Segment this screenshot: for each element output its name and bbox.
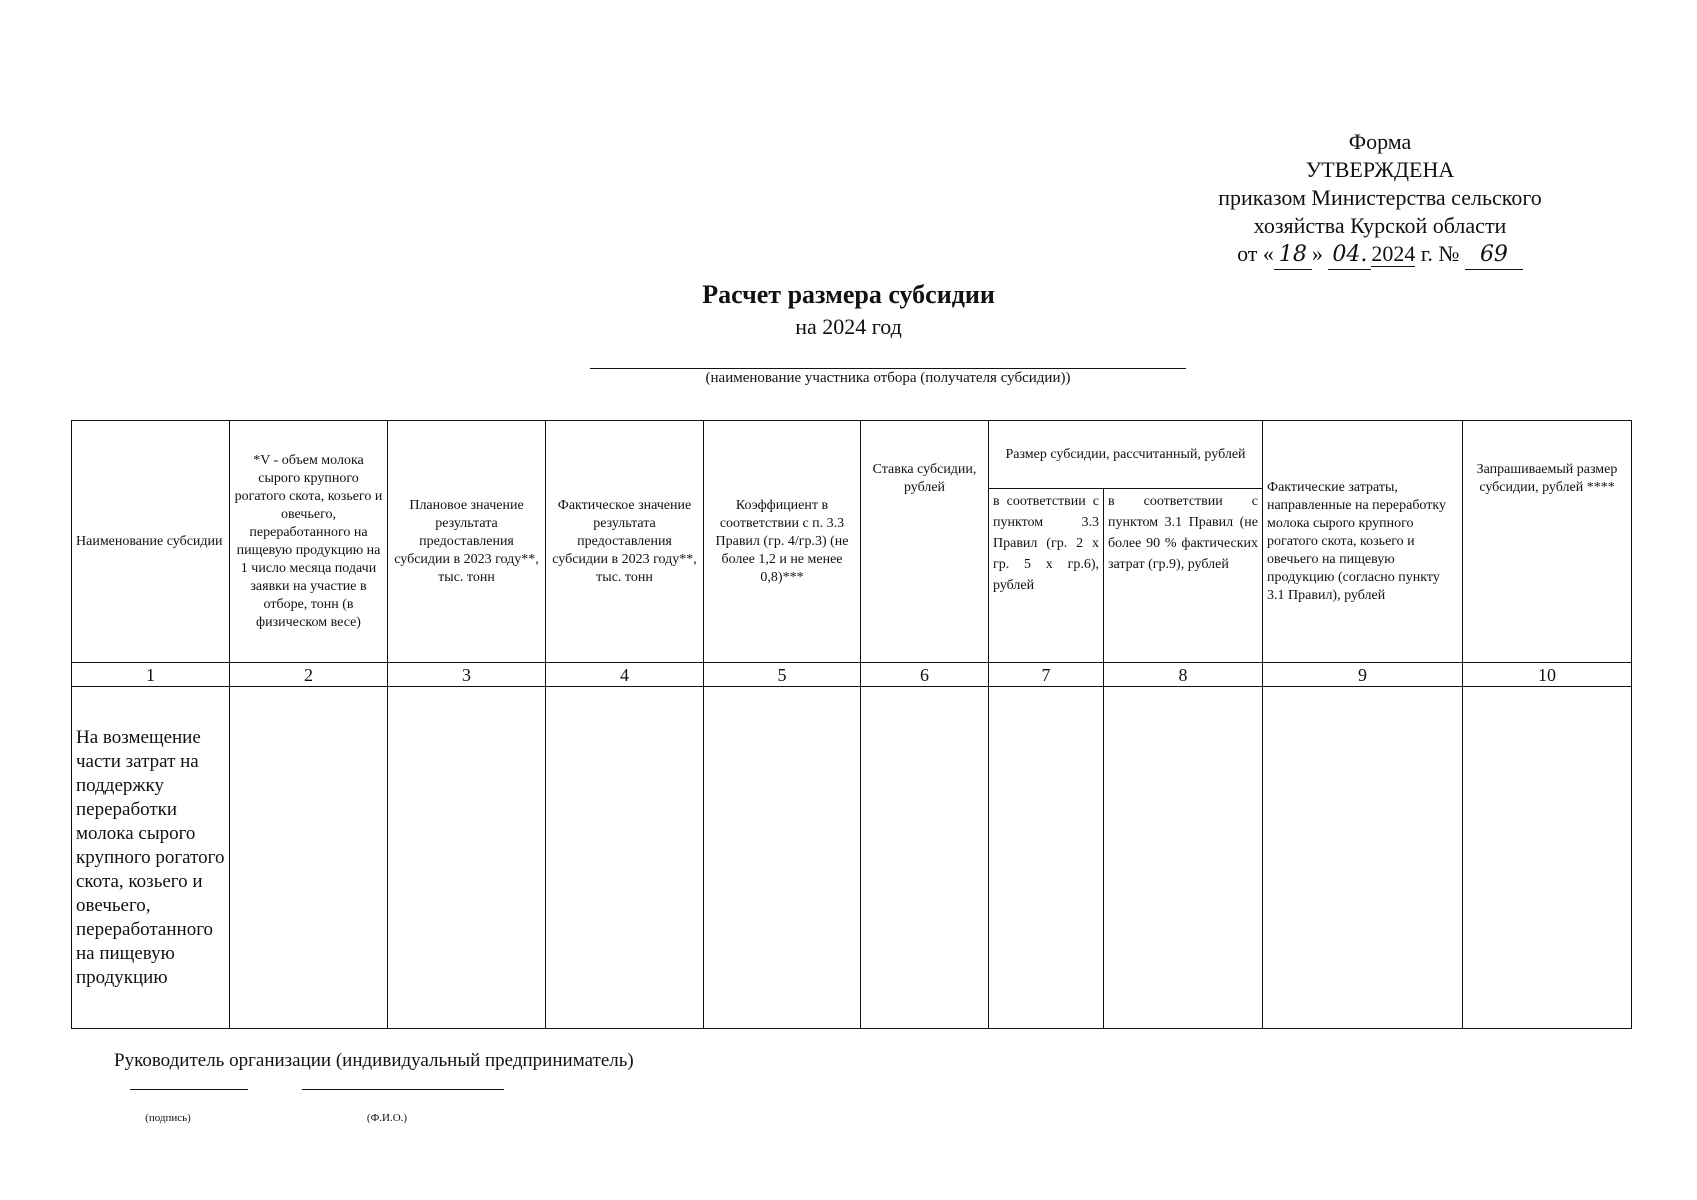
column-number: 10 (1463, 663, 1632, 687)
order-number: 69 (1465, 241, 1523, 270)
participant-caption: (наименование участника отбора (получателя субсидии)) (705, 370, 1071, 386)
header-col-3: Плановое значение результата предоставления субсидии в 2023 году**, тыс. тонн (388, 421, 546, 663)
form-label: Форма (1348, 129, 1412, 154)
column-number: 4 (546, 663, 704, 687)
value-cell-6 (861, 687, 989, 1029)
header-col-10: Запрашиваемый размер субсидии, рублей **** (1463, 421, 1632, 663)
column-number: 1 (72, 663, 230, 687)
column-number: 8 (1104, 663, 1263, 687)
value-cell-10 (1463, 687, 1632, 1029)
header-col-6: Ставка субсидии, рублей (861, 421, 989, 663)
table-row (72, 687, 1632, 1029)
order-date-line (1140, 240, 1620, 270)
date-day: 18 (1274, 241, 1312, 270)
value-cell-2 (230, 687, 388, 1029)
full-name-line (302, 1089, 504, 1090)
order-line-1: приказом Министерства сельского (1218, 185, 1542, 210)
value-cell-3 (388, 687, 546, 1029)
header-col-9: Фактические затраты, направленные на переработку молока сырого крупного рогатого скота, козьего и овечьего на пищевую продукцию (согласно пункту 3.1 Правил), рублей (1263, 421, 1463, 663)
date-year: 2024 (1371, 241, 1416, 266)
column-number: 2 (230, 663, 388, 687)
header-col-2: *V - объем молока сырого крупного рогатого скота, козьего и овечьего, переработанного на пищевую продукцию на 1 число месяца подачи заявки на участие в отборе, тонн (в физическом весе) (230, 421, 388, 663)
subsidy-calculation-table (71, 420, 1632, 1029)
value-cell-4 (546, 687, 704, 1029)
value-cell-9 (1263, 687, 1463, 1029)
date-mid: » (1311, 241, 1323, 266)
header-row (72, 421, 1632, 489)
document-subtitle: на 2024 год (795, 314, 902, 339)
column-number: 3 (388, 663, 546, 687)
header-col-1: Наименование субсидии (72, 421, 230, 663)
date-suffix: г. № (1420, 241, 1460, 266)
value-cell-7 (989, 687, 1104, 1029)
signatory-label: Руководитель организации (индивидуальный предприниматель) (114, 1050, 634, 1071)
document-title: Расчет размера субсидии (702, 280, 995, 309)
date-month: 04. (1328, 241, 1371, 270)
signature-line (130, 1089, 248, 1090)
header-col-8: в соответствии с пунктом 3.1 Правил (не более 90 % фактических затрат (гр.9), рублей (1104, 489, 1263, 663)
subsidy-name-cell: На возмещение части затрат на поддержку переработки молока сырого крупного рогатого скота, козьего и овечьего, переработанного на пищевую продукцию (72, 687, 230, 1029)
column-number: 7 (989, 663, 1104, 687)
column-number: 5 (704, 663, 861, 687)
value-cell-8 (1104, 687, 1263, 1029)
header-col-5: Коэффициент в соответствии с п. 3.3 Правил (гр. 4/гр.3) (не более 1,2 и не менее 0,8)*** (704, 421, 861, 663)
participant-name-line (590, 368, 1186, 369)
header-col-4: Фактическое значение результата предоставления субсидии в 2023 году**, тыс. тонн (546, 421, 704, 663)
column-number-row (72, 663, 1632, 687)
signature-caption: (подпись) (145, 1112, 191, 1124)
column-number: 9 (1263, 663, 1463, 687)
column-number: 6 (861, 663, 989, 687)
order-line-2: хозяйства Курской области (1253, 213, 1507, 238)
header-col-7: в соответствии с пунктом 3.3 Правил (гр. 2 х гр. 5 х гр.6), рублей (989, 489, 1104, 663)
approved-label: УТВЕРЖДЕНА (1305, 157, 1455, 182)
full-name-caption: (Ф.И.О.) (366, 1112, 408, 1124)
header-group-7-8: Размер субсидии, рассчитанный, рублей (989, 421, 1263, 489)
approval-stamp (1140, 128, 1620, 270)
value-cell-5 (704, 687, 861, 1029)
date-prefix: от « (1237, 241, 1274, 266)
